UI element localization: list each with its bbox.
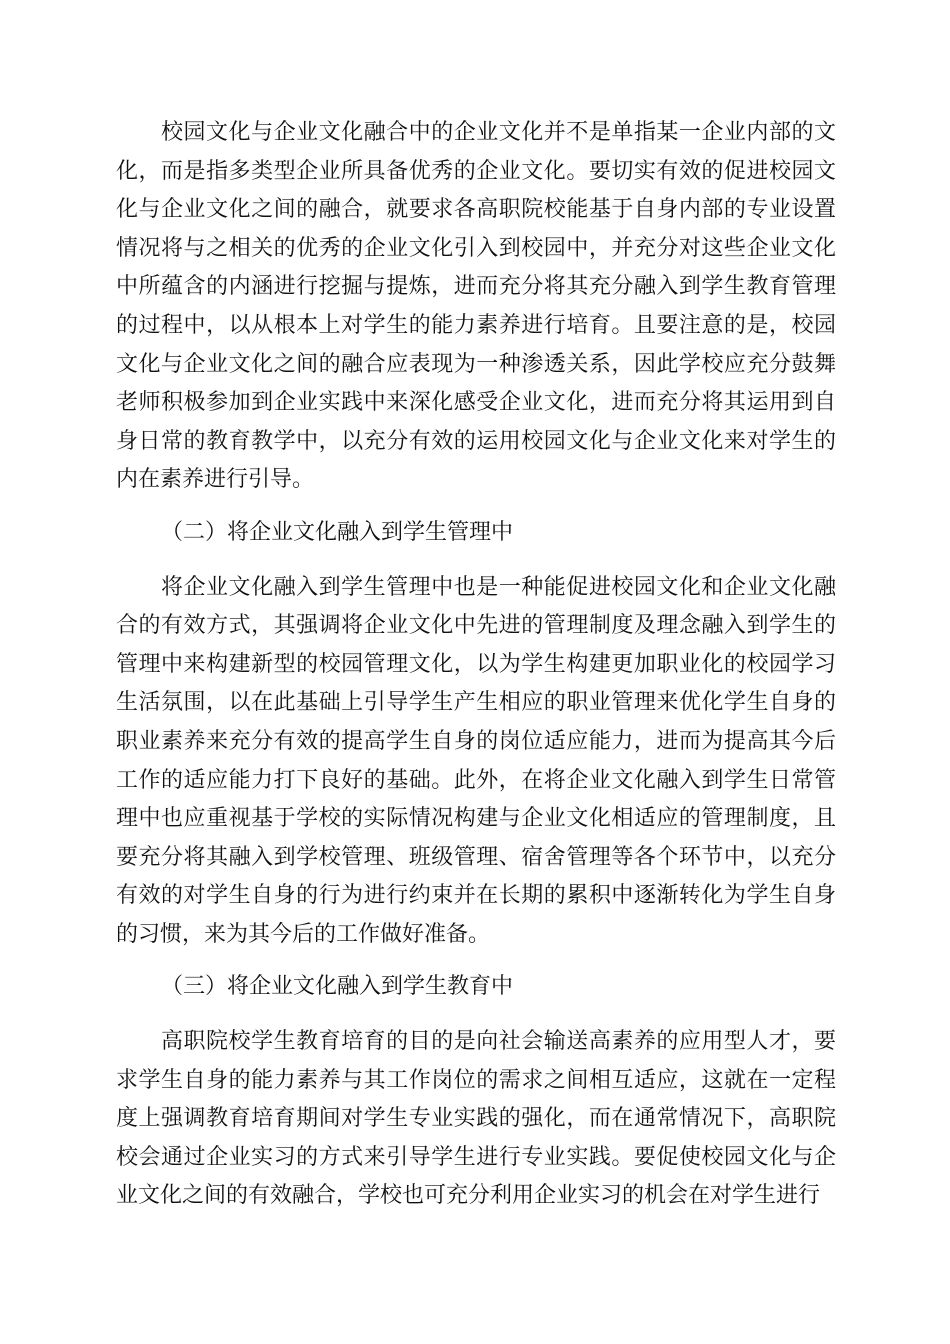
section-heading-student-management: （二）将企业文化融入到学生管理中 [161,519,514,545]
paragraph-student-management: 将企业文化融入到学生管理中也是一种能促进校园文化和企业文化融合的有效方式，其强调将企业文化中先进的管理制度及理念融入到学生的管理中来构建新型的校园管理文化，以为学生构建更加职业化的校园学习生活氛围，以在此基础上引导学生产生相应的职业管理来优化学生自身的职业素养来充分有效的提高学生自身的岗位适应能力，进而为提高其今后工作的适应能力打下良好的基础。此外，在将企业文化融入到学生日常管理中也应重视基于学校的实际情况构建与企业文化相适应的管理制度，且要充分将其融入到学校管理、班级管理、宿舍管理等各个环节中，以充分有效的对学生自身的行为进行约束并在长期的累积中逐渐转化为学生自身的习惯，来为其今后的工作做好准备。 [116,574,836,947]
paragraph-student-education: 高职院校学生教育培育的目的是向社会输送高素养的应用型人才，要求学生自身的能力素养与其工作岗位的需求之间相互适应，这就在一定程度上强调教育培育期间对学生专业实践的强化，而在通常情况下，高职院校会通过企业实习的方式来引导学生进行专业实践。要促使校园文化与企业文化之间的有效融合，学校也可充分利用企业实习的机会在对学生进行 [116,1029,836,1209]
paragraph-campus-enterprise-culture: 校园文化与企业文化融合中的企业文化并不是单指某一企业内部的文化，而是指多类型企业所具备优秀的企业文化。要切实有效的促进校园文化与企业文化之间的融合，就要求各高职院校能基于自身内部的专业设置情况将与之相关的优秀的企业文化引入到校园中，并充分对这些企业文化中所蕴含的内涵进行挖掘与提炼，进而充分将其充分融入到学生教育管理的过程中，以从根本上对学生的能力素养进行培育。且要注意的是，校园文化与企业文化之间的融合应表现为一种渗透关系，因此学校应充分鼓舞老师积极参加到企业实践中来深化感受企业文化，进而充分将其运用到自身日常的教育教学中，以充分有效的运用校园文化与企业文化来对学生的内在素养进行引导。 [116,120,836,493]
document-body [116,114,836,1216]
section-heading-student-education: （三）将企业文化融入到学生教育中 [161,974,514,1000]
